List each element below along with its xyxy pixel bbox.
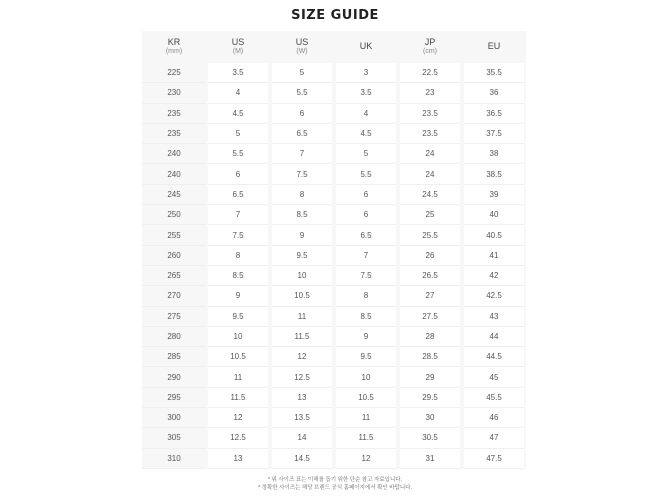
table-row bbox=[142, 388, 526, 408]
table-row bbox=[142, 164, 526, 184]
cell-jp-cm: 30 bbox=[400, 408, 460, 428]
cell-uk: 9.5 bbox=[336, 347, 396, 367]
cell-us-w: 9.5 bbox=[272, 246, 332, 266]
cell-kr-mm: 265 bbox=[142, 266, 206, 286]
cell-uk: 8 bbox=[336, 286, 396, 306]
table-row bbox=[142, 124, 526, 144]
table-row bbox=[142, 327, 526, 347]
cell-us-m: 10.5 bbox=[208, 347, 268, 367]
cell-eu: 45 bbox=[464, 367, 524, 387]
cell-kr-mm: 290 bbox=[142, 367, 206, 387]
cell-us-m: 7 bbox=[208, 205, 268, 225]
cell-uk: 6.5 bbox=[336, 225, 396, 245]
cell-eu: 41 bbox=[464, 246, 524, 266]
table-row bbox=[142, 408, 526, 428]
cell-uk: 8.5 bbox=[336, 307, 396, 327]
cell-jp-cm: 24.5 bbox=[400, 185, 460, 205]
cell-kr-mm: 260 bbox=[142, 246, 206, 266]
footnotes bbox=[0, 476, 670, 493]
table-row bbox=[142, 428, 526, 448]
cell-jp-cm: 31 bbox=[400, 449, 460, 469]
cell-kr-mm: 240 bbox=[142, 164, 206, 184]
cell-us-w: 9 bbox=[272, 225, 332, 245]
cell-us-m: 11.5 bbox=[208, 388, 268, 408]
cell-eu: 38.5 bbox=[464, 164, 524, 184]
cell-eu: 43 bbox=[464, 307, 524, 327]
cell-eu: 44.5 bbox=[464, 347, 524, 367]
cell-jp-cm: 25.5 bbox=[400, 225, 460, 245]
table-row bbox=[142, 347, 526, 367]
cell-kr-mm: 305 bbox=[142, 428, 206, 448]
cell-uk: 3 bbox=[336, 63, 396, 83]
cell-uk: 5.5 bbox=[336, 164, 396, 184]
cell-eu: 37.5 bbox=[464, 124, 524, 144]
cell-us-w: 13 bbox=[272, 388, 332, 408]
cell-us-m: 4.5 bbox=[208, 104, 268, 124]
cell-jp-cm: 23 bbox=[400, 83, 460, 103]
cell-eu: 38 bbox=[464, 144, 524, 164]
cell-jp-cm: 27.5 bbox=[400, 307, 460, 327]
cell-us-w: 6 bbox=[272, 104, 332, 124]
table-row bbox=[142, 63, 526, 83]
cell-kr-mm: 270 bbox=[142, 286, 206, 306]
cell-us-m: 8 bbox=[208, 246, 268, 266]
cell-us-m: 9 bbox=[208, 286, 268, 306]
column-header-unit: (mm) bbox=[165, 48, 183, 56]
cell-us-w: 13.5 bbox=[272, 408, 332, 428]
cell-uk: 10.5 bbox=[336, 388, 396, 408]
cell-eu: 44 bbox=[464, 327, 524, 347]
cell-kr-mm: 245 bbox=[142, 185, 206, 205]
cell-uk: 7.5 bbox=[336, 266, 396, 286]
cell-us-w: 7 bbox=[272, 144, 332, 164]
table-row bbox=[142, 144, 526, 164]
cell-us-m: 6.5 bbox=[208, 185, 268, 205]
column-header-label: KR bbox=[167, 37, 181, 48]
table-row bbox=[142, 225, 526, 245]
cell-uk: 9 bbox=[336, 327, 396, 347]
cell-us-w: 7.5 bbox=[272, 164, 332, 184]
cell-kr-mm: 310 bbox=[142, 449, 206, 469]
cell-eu: 40 bbox=[464, 205, 524, 225]
cell-us-m: 6 bbox=[208, 164, 268, 184]
cell-jp-cm: 26.5 bbox=[400, 266, 460, 286]
cell-kr-mm: 225 bbox=[142, 63, 206, 83]
cell-us-m: 11 bbox=[208, 367, 268, 387]
cell-eu: 36.5 bbox=[464, 104, 524, 124]
cell-us-m: 8.5 bbox=[208, 266, 268, 286]
column-header-us-m bbox=[206, 31, 270, 63]
column-header-kr bbox=[142, 31, 206, 63]
cell-kr-mm: 255 bbox=[142, 225, 206, 245]
cell-eu: 36 bbox=[464, 83, 524, 103]
cell-us-w: 11 bbox=[272, 307, 332, 327]
cell-us-w: 11.5 bbox=[272, 327, 332, 347]
cell-kr-mm: 230 bbox=[142, 83, 206, 103]
cell-kr-mm: 240 bbox=[142, 144, 206, 164]
column-header-unit: (W) bbox=[296, 48, 308, 56]
cell-kr-mm: 300 bbox=[142, 408, 206, 428]
cell-uk: 10 bbox=[336, 367, 396, 387]
cell-jp-cm: 30.5 bbox=[400, 428, 460, 448]
cell-jp-cm: 27 bbox=[400, 286, 460, 306]
table-row bbox=[142, 367, 526, 387]
table-row bbox=[142, 266, 526, 286]
table-row bbox=[142, 449, 526, 469]
size-table-body bbox=[142, 63, 526, 469]
cell-us-w: 8.5 bbox=[272, 205, 332, 225]
table-row bbox=[142, 307, 526, 327]
cell-uk: 5 bbox=[336, 144, 396, 164]
cell-jp-cm: 29 bbox=[400, 367, 460, 387]
cell-jp-cm: 28.5 bbox=[400, 347, 460, 367]
cell-us-w: 14.5 bbox=[272, 449, 332, 469]
cell-jp-cm: 23.5 bbox=[400, 104, 460, 124]
column-header-label: EU bbox=[487, 41, 501, 52]
cell-kr-mm: 235 bbox=[142, 104, 206, 124]
cell-us-m: 5 bbox=[208, 124, 268, 144]
cell-jp-cm: 22.5 bbox=[400, 63, 460, 83]
cell-uk: 12 bbox=[336, 449, 396, 469]
cell-us-m: 7.5 bbox=[208, 225, 268, 245]
cell-us-w: 6.5 bbox=[272, 124, 332, 144]
cell-jp-cm: 26 bbox=[400, 246, 460, 266]
cell-uk: 4 bbox=[336, 104, 396, 124]
cell-uk: 6 bbox=[336, 185, 396, 205]
footnote: * 위 사이즈 표는 이해를 돕기 위한 단순 참고 자료입니다. bbox=[267, 477, 403, 483]
cell-us-w: 10 bbox=[272, 266, 332, 286]
cell-us-w: 8 bbox=[272, 185, 332, 205]
column-header-uk bbox=[334, 31, 398, 63]
column-header-label: JP bbox=[424, 37, 436, 48]
table-row bbox=[142, 246, 526, 266]
table-row bbox=[142, 104, 526, 124]
cell-eu: 35.5 bbox=[464, 63, 524, 83]
cell-kr-mm: 295 bbox=[142, 388, 206, 408]
cell-kr-mm: 250 bbox=[142, 205, 206, 225]
cell-kr-mm: 285 bbox=[142, 347, 206, 367]
cell-eu: 42 bbox=[464, 266, 524, 286]
cell-kr-mm: 235 bbox=[142, 124, 206, 144]
cell-us-w: 14 bbox=[272, 428, 332, 448]
column-header-label: US bbox=[295, 37, 309, 48]
cell-jp-cm: 23.5 bbox=[400, 124, 460, 144]
column-header-label: UK bbox=[359, 41, 373, 52]
cell-us-w: 10.5 bbox=[272, 286, 332, 306]
cell-us-m: 12 bbox=[208, 408, 268, 428]
table-row bbox=[142, 185, 526, 205]
cell-uk: 11 bbox=[336, 408, 396, 428]
cell-eu: 46 bbox=[464, 408, 524, 428]
cell-uk: 6 bbox=[336, 205, 396, 225]
column-header-unit: (M) bbox=[232, 48, 244, 56]
cell-uk: 11.5 bbox=[336, 428, 396, 448]
cell-us-w: 12 bbox=[272, 347, 332, 367]
cell-jp-cm: 24 bbox=[400, 164, 460, 184]
cell-us-w: 5 bbox=[272, 63, 332, 83]
cell-eu: 45.5 bbox=[464, 388, 524, 408]
cell-us-m: 9.5 bbox=[208, 307, 268, 327]
column-header-label: US bbox=[231, 37, 245, 48]
cell-kr-mm: 280 bbox=[142, 327, 206, 347]
cell-us-w: 5.5 bbox=[272, 83, 332, 103]
page-title: SIZE GUIDE bbox=[291, 8, 379, 23]
cell-jp-cm: 25 bbox=[400, 205, 460, 225]
cell-eu: 42.5 bbox=[464, 286, 524, 306]
cell-jp-cm: 29.5 bbox=[400, 388, 460, 408]
column-header-unit: (cm) bbox=[423, 48, 437, 56]
cell-us-w: 12.5 bbox=[272, 367, 332, 387]
cell-eu: 47.5 bbox=[464, 449, 524, 469]
cell-eu: 39 bbox=[464, 185, 524, 205]
cell-uk: 4.5 bbox=[336, 124, 396, 144]
cell-uk: 7 bbox=[336, 246, 396, 266]
cell-eu: 47 bbox=[464, 428, 524, 448]
table-row bbox=[142, 205, 526, 225]
cell-jp-cm: 24 bbox=[400, 144, 460, 164]
column-header-us-w bbox=[270, 31, 334, 63]
table-row bbox=[142, 83, 526, 103]
cell-jp-cm: 28 bbox=[400, 327, 460, 347]
footnote: * 정확한 사이즈는 해당 브랜드 공식 홈페이지에서 확인 바랍니다. bbox=[257, 485, 413, 492]
cell-kr-mm: 275 bbox=[142, 307, 206, 327]
cell-us-m: 3.5 bbox=[208, 63, 268, 83]
cell-us-m: 12.5 bbox=[208, 428, 268, 448]
table-row bbox=[142, 286, 526, 306]
cell-uk: 3.5 bbox=[336, 83, 396, 103]
cell-us-m: 10 bbox=[208, 327, 268, 347]
cell-eu: 40.5 bbox=[464, 225, 524, 245]
cell-us-m: 13 bbox=[208, 449, 268, 469]
column-header-jp bbox=[398, 31, 462, 63]
table-header bbox=[142, 31, 526, 63]
cell-us-m: 4 bbox=[208, 83, 268, 103]
cell-us-m: 5.5 bbox=[208, 144, 268, 164]
column-header-eu bbox=[462, 31, 526, 63]
